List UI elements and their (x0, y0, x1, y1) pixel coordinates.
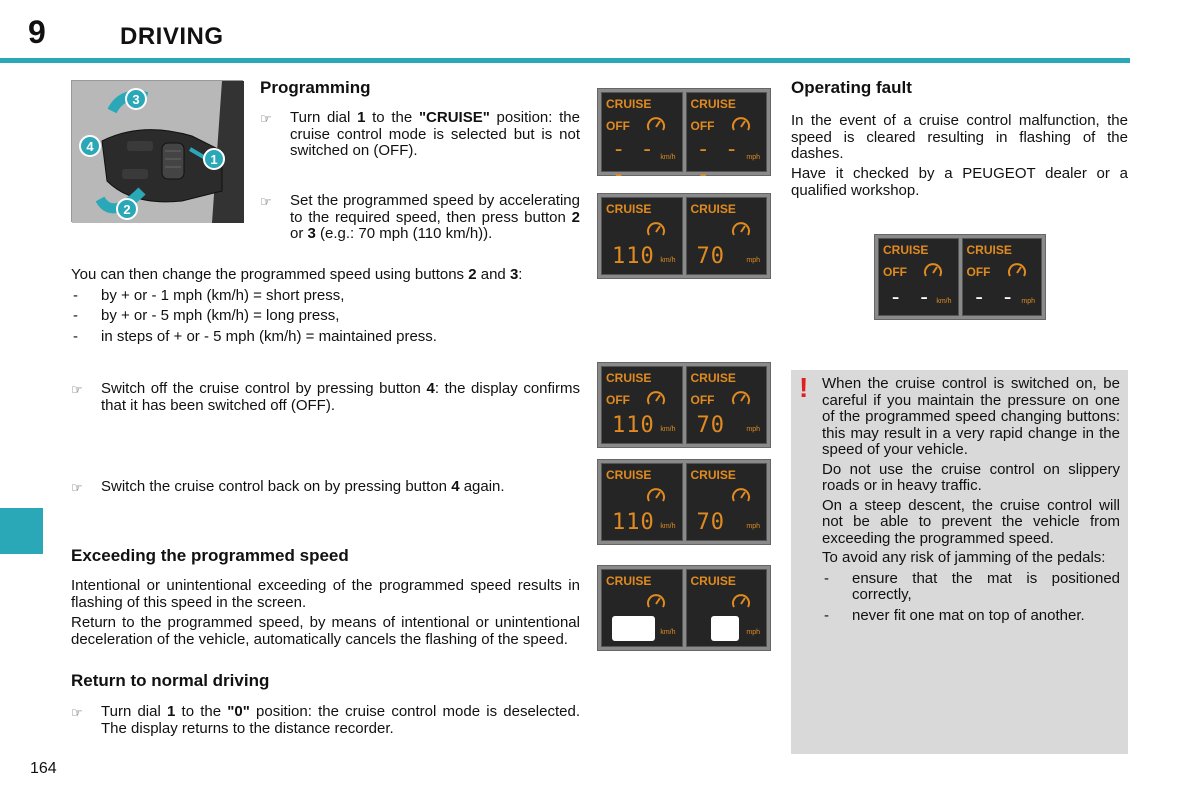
programming-step-1: ☞ Turn dial 1 to the "CRUISE" position: the cruise control mode is selected but is not switched on (OFF). (260, 109, 580, 159)
pointing-hand-icon: ☞ (71, 480, 83, 495)
pointing-hand-icon: ☞ (71, 382, 83, 397)
stalk-drawing (72, 81, 244, 223)
operating-fault-heading: Operating fault (791, 78, 912, 97)
display-kmh: CRUISE 110 km/h (601, 569, 683, 647)
display-kmh: CRUISE OFF - - - km/h (601, 92, 683, 172)
return-normal-step: ☞ Turn dial 1 to the "0" position: the cruise control mode is deselected. The display returns to the distance recorder. (71, 703, 580, 737)
callout-3: 3 (132, 92, 140, 107)
programming-heading: Programming (260, 78, 371, 97)
display-pair-programmed (597, 193, 771, 279)
display-pair-off (597, 88, 771, 187)
switch-off-step: ☞ Switch off the cruise control by pressing button 4: the display confirms that it has been switched off (OFF). (71, 380, 580, 414)
warning-text (822, 376, 1120, 624)
pointing-hand-icon: ☞ (260, 111, 272, 126)
pointing-hand-icon: ☞ (71, 705, 83, 720)
warning-paragraph-3: On a steep descent, the cruise control will not be able to prevent the vehicle from exceeding the programmed speed. (822, 496, 1120, 547)
speedometer-icon (731, 592, 751, 612)
list-item: - ensure that the mat is positioned correctly, (824, 569, 1120, 603)
operating-fault-paragraph-1: In the event of a cruise control malfunction, the speed is cleared resulting in flashing of the dashes. (791, 112, 1128, 162)
programming-step-2: ☞ Set the programmed speed by accelerating to the required speed, then press button 2 or 3 (e.g.: 70 mph (110 km/h)). (260, 192, 580, 242)
display-mph: CRUISE 70 mph (686, 197, 768, 275)
display-pair-flashing (597, 565, 771, 651)
warning-paragraph-4: To avoid any risk of jamming of the pedals: (822, 549, 1106, 566)
display-pair-switched-on (597, 459, 771, 545)
display-kmh: CRUISE OFF - - - km/h (878, 238, 959, 316)
display-mph: CRUISE 70 mph (686, 569, 768, 647)
speedometer-icon (646, 220, 666, 240)
change-speed-paragraph: You can then change the programmed speed using buttons 2 and 3: - by + or - 1 mph (km/h) = short press, - by + or - 5 mph (km/h) = long press, - in steps of + or - 5 mph (km/h) = maintained press. (71, 267, 580, 345)
callout-2: 2 (123, 202, 131, 217)
chapter-number: 9 (28, 14, 46, 50)
display-mph: CRUISE OFF - - - mph (686, 92, 768, 172)
speedometer-icon (646, 592, 666, 612)
speedometer-icon (731, 115, 751, 135)
speedometer-icon (646, 389, 666, 409)
speedometer-icon (923, 261, 943, 281)
callout-4: 4 (86, 139, 94, 154)
cruise-control-stalk-illustration (71, 80, 243, 222)
operating-fault-paragraph-2: Have it checked by a PEUGEOT dealer or a qualified workshop. (791, 165, 1128, 199)
speedometer-icon (646, 115, 666, 135)
speedometer-icon (1007, 261, 1027, 281)
pointing-hand-icon: ☞ (260, 194, 272, 209)
list-item: - never fit one mat on top of another. (824, 606, 1085, 624)
warning-paragraph-1: When the cruise control is switched on, be careful if you maintain the pressure on one of the programmed speed changing buttons: this may result in a very rapid change in the speed of your vehicle. (822, 375, 1120, 458)
speedometer-icon (731, 486, 751, 506)
exceeding-heading: Exceeding the programmed speed (71, 546, 349, 565)
exclamation-icon: ! (799, 372, 809, 403)
warning-paragraph-2: Do not use the cruise control on slippery roads or in heavy traffic. (822, 460, 1120, 494)
chapter-title: DRIVING (120, 23, 224, 50)
exceeding-paragraph-2: Return to the programmed speed, by means of intentional or unintentional deceleration of the vehicle, automatically cancels the flashing of the speed. (71, 614, 580, 648)
page-number: 164 (30, 760, 57, 777)
display-kmh: CRUISE 110 km/h (601, 197, 683, 275)
warning-box (791, 370, 1128, 754)
display-mph: CRUISE 70 mph (686, 463, 768, 541)
list-item: - in steps of + or - 5 mph (km/h) = maintained press. (73, 327, 437, 345)
display-pair-switched-off (597, 362, 771, 448)
display-pair-fault (874, 234, 1046, 335)
chapter-side-tab (0, 508, 43, 554)
display-mph: CRUISE OFF 70 mph (686, 366, 768, 444)
display-mph: CRUISE OFF - - - mph (962, 238, 1043, 316)
callout-1: 1 (210, 152, 218, 167)
list-item: - by + or - 1 mph (km/h) = short press, (73, 286, 345, 304)
speedometer-icon (731, 220, 751, 240)
speedometer-icon (646, 486, 666, 506)
exceeding-paragraph-1: Intentional or unintentional exceeding of the programmed speed results in flashing of this speed in the screen. (71, 577, 580, 611)
return-normal-heading: Return to normal driving (71, 671, 270, 690)
switch-on-step: ☞ Switch the cruise control back on by pressing button 4 again. (71, 478, 505, 495)
speedometer-icon (731, 389, 751, 409)
display-kmh: CRUISE 110 km/h (601, 463, 683, 541)
header-rule (0, 58, 1130, 63)
display-kmh: CRUISE OFF 110 km/h (601, 366, 683, 444)
list-item: - by + or - 5 mph (km/h) = long press, (73, 307, 340, 324)
